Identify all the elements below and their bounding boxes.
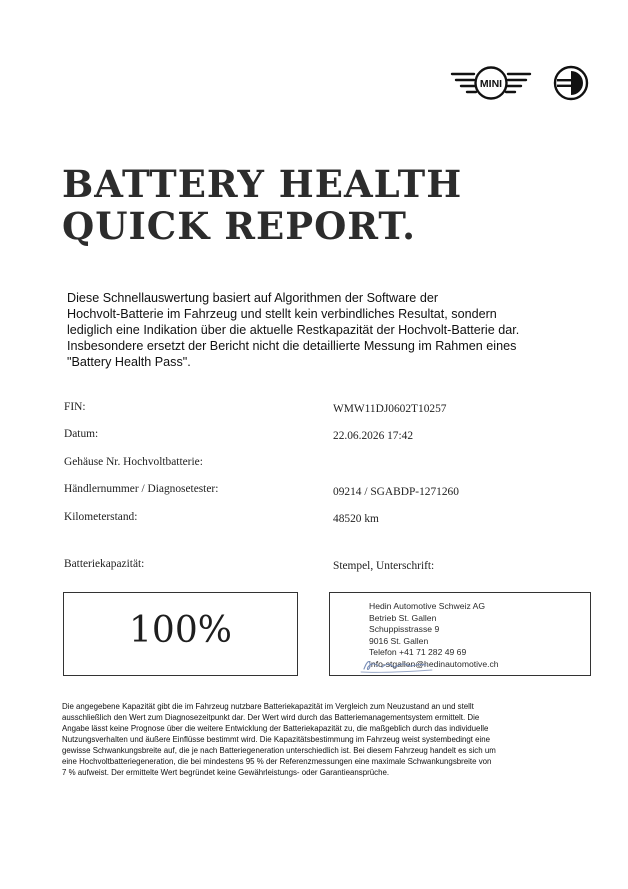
disclaimer-line: eine Hochvoltbatteriegeneration, die bei mindestens 95 % der Referenzmessungen eine maximale Schwankungsbreite von [62,757,492,766]
kilometer-value: 48520 km [333,513,379,525]
disclaimer-line: gewisse Schwankungsbreite auf, die je nach Batteriegeneration unterschiedlich ist. Bei diesem Fahrzeug handelt es sich um [62,746,496,755]
capacity-value: 100% [129,610,232,651]
disclaimer-line: Nutzungsverhalten und äußere Einflüsse bestimmt wird. Die Kapazitätsbestimmung im Fahrzeug weist systembedingt eine [62,735,491,744]
fin-value: WMW11DJ0602T10257 [333,403,447,415]
stamp-line: Telefon +41 71 282 49 69 [369,647,467,658]
stamp-line: 9016 St. Gallen [369,635,429,646]
disclaimer-line: Die angegebene Kapazität gibt die im Fahrzeug nutzbare Batteriekapazität im Vergleich zum Neuzustand an und stellt [62,702,474,711]
intro-paragraph [67,290,597,370]
electric-plug-logo-icon [553,65,589,101]
stamp-line: Betrieb St. Gallen [369,612,437,623]
kilometer-label: Kilometerstand: [64,511,138,523]
disclaimer-line: 7 % aufweist. Der ermittelte Wert begründet keine Gewährleistungs- oder Garantieansprüche. [62,768,390,777]
disclaimer-paragraph [62,701,567,778]
disclaimer-line: ausschließlich den Wert zum Diagnosezeitpunkt dar. Der Wert wird durch das Batteriemanagementsystem ermittelt. Die [62,713,480,722]
report-title [62,163,462,247]
datum-label: Datum: [64,428,99,440]
intro-line: Hochvolt-Batterie im Fahrzeug und stellt kein verbindliches Resultat, sondern [67,307,497,321]
haendler-label: Händlernummer / Diagnosetester: [64,483,219,495]
intro-line: Insbesondere ersetzt der Bericht nicht die detaillierte Messung im Rahmen eines [67,339,517,353]
stamp-line: Hedin Automotive Schweiz AG [369,601,486,611]
mini-wings-logo-icon [450,66,532,100]
title-line-2: QUICK REPORT. [62,204,417,248]
stamp-box [329,592,591,676]
handwritten-signature-icon [358,655,448,675]
gehaeuse-label: Gehäuse Nr. Hochvoltbatterie: [64,456,203,468]
kapazitaet-label: Batteriekapazität: [64,558,145,570]
intro-line: "Battery Health Pass". [67,355,191,369]
intro-line: Diese Schnellauswertung basiert auf Algorithmen der Software der [67,291,439,305]
intro-line: lediglich eine Indikation über die aktuelle Restkapazität der Hochvolt-Batterie dar. [67,323,520,337]
datum-value: 22.06.2026 17:42 [333,430,414,442]
haendler-value: 09214 / SGABDP-1271260 [333,486,459,498]
capacity-box [63,592,298,676]
stamp-line: Schuppisstrasse 9 [369,624,440,635]
stempel-label: Stempel, Unterschrift: [333,560,435,572]
stamp-line: info-stgallen@hedinautomotive.ch [369,658,499,669]
disclaimer-line: Angabe lässt keine Prognose über die weitere Entwicklung der Batteriekapazität zu, die maßgeblich durch das individuelle [62,724,489,733]
brand-wordmark: MINI [479,78,503,90]
fin-label: FIN: [64,401,86,413]
title-line-1: BATTERY HEALTH [62,162,463,206]
